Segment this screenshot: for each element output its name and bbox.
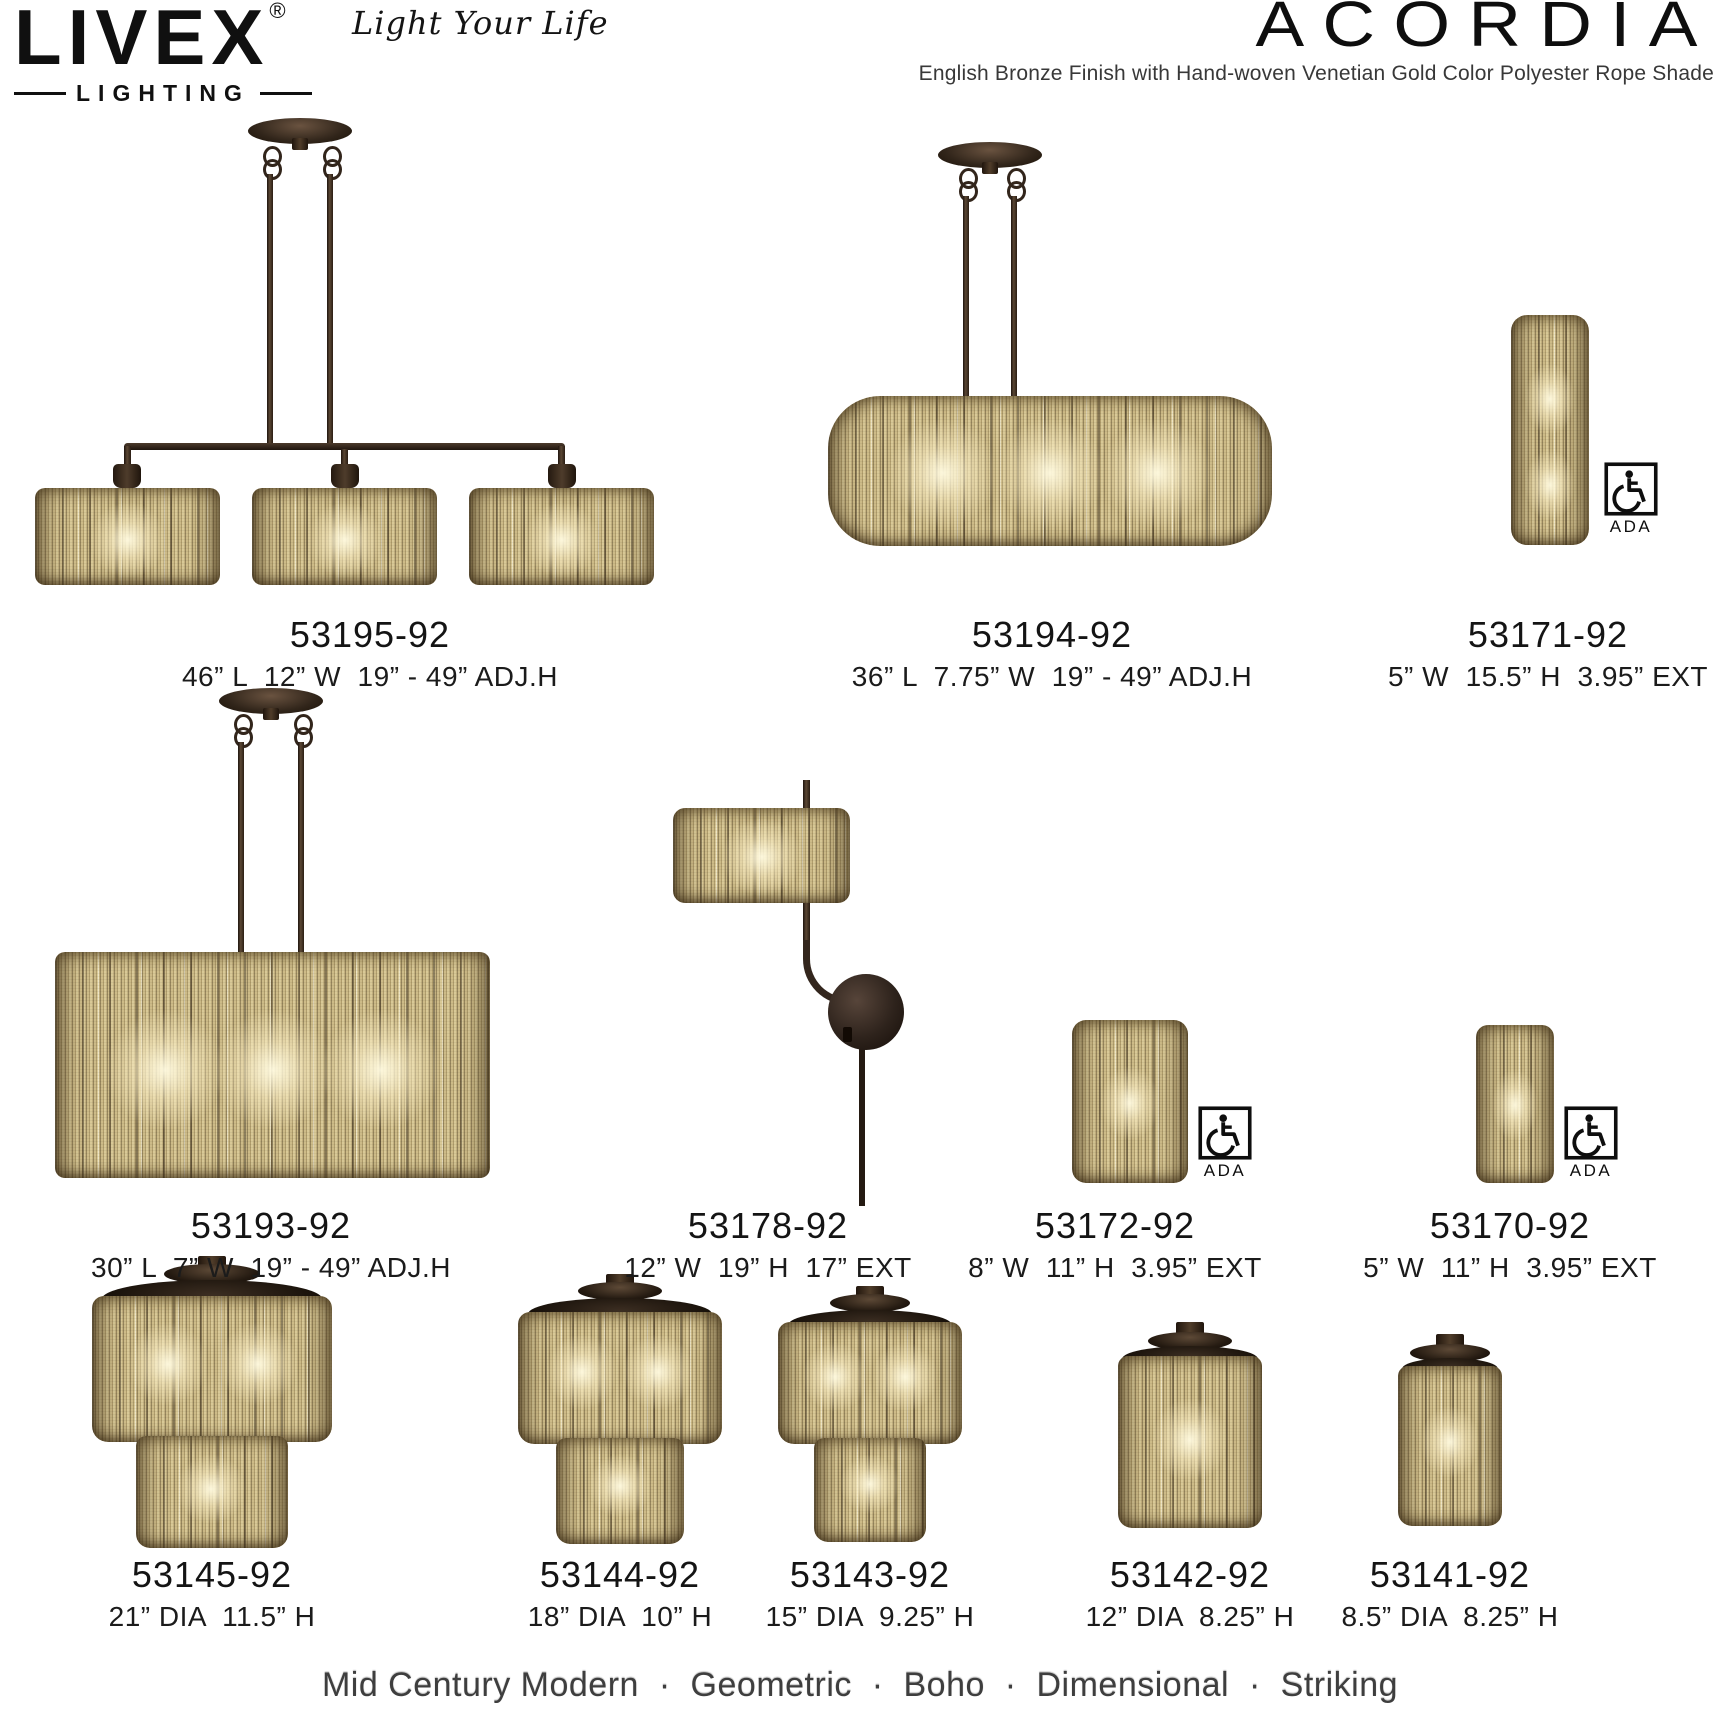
bulb-glow (588, 1454, 652, 1518)
brand-name (14, 0, 312, 81)
socket-cup (113, 464, 141, 488)
product-label (1338, 615, 1720, 693)
rope-shade (1072, 1020, 1188, 1183)
rope-shade (828, 396, 1272, 546)
brand-division (14, 80, 312, 107)
bulb-glow (840, 1454, 900, 1514)
bulb-glow (622, 1334, 694, 1410)
bulb-glow (721, 818, 803, 896)
livex-logo (14, 2, 312, 107)
canopy-hub (292, 138, 308, 150)
product-dimensions: 15” DIA 9.25” H (765, 1601, 975, 1632)
bulb-glow (321, 1010, 441, 1130)
product-label (842, 615, 1262, 693)
product-model: 53172-92 (1034, 1205, 1196, 1246)
rope-shade (55, 952, 490, 1178)
rope-shade (35, 488, 220, 585)
bulb-glow (176, 1454, 246, 1524)
product-model: 53143-92 (789, 1554, 951, 1595)
ada-badge (1198, 1106, 1252, 1181)
bulb-glow (524, 502, 600, 578)
bulb-glow (1492, 1069, 1538, 1141)
ada-label: ADA (1609, 517, 1653, 536)
rope-shade-lower (814, 1438, 926, 1542)
product-dimensions: 21” DIA 11.5” H (108, 1601, 316, 1632)
product-dimensions: 46” L 12” W 19” - 49” ADJ.H (181, 661, 559, 692)
rope-shade (252, 488, 437, 585)
product-model: 53170-92 (1429, 1205, 1591, 1246)
socket-cup (548, 464, 576, 488)
metal-rod (267, 174, 273, 445)
product-dimensions: 12” DIA 8.25” H (1085, 1601, 1295, 1632)
product-label (160, 615, 580, 693)
rope-shade (1118, 1356, 1262, 1528)
rope-shade (1398, 1366, 1502, 1526)
rope-shade (1511, 315, 1589, 545)
power-cord (859, 1048, 865, 1206)
product-model: 53171-92 (1467, 614, 1629, 655)
ada-wheelchair-icon (1564, 1106, 1618, 1160)
brand-division-text: LIGHTING (76, 79, 250, 106)
collection-title: ACORDIA (1255, 0, 1716, 60)
socket-cup (331, 464, 359, 488)
bulb-glow (105, 1010, 225, 1130)
metal-rod (298, 742, 304, 952)
canopy-hub (263, 708, 279, 720)
bulb-glow (218, 1322, 298, 1406)
product-label (905, 1206, 1325, 1284)
rope-shade-upper (778, 1322, 962, 1444)
bulb-glow (90, 502, 166, 578)
rope-shade-upper (92, 1296, 332, 1442)
product-dimensions: 5” W 15.5” H 3.95” EXT (1387, 661, 1709, 692)
metal-rod (1011, 196, 1017, 398)
bulb-glow (872, 1342, 938, 1412)
metal-rod (327, 174, 333, 445)
ada-wheelchair-icon (1604, 462, 1658, 516)
product-model: 53195-92 (289, 614, 451, 655)
product-model: 53178-92 (687, 1205, 849, 1246)
logo-rule-left (14, 92, 66, 95)
product-model: 53144-92 (539, 1554, 701, 1595)
product-dimensions: 8.5” DIA 8.25” H (1341, 1601, 1559, 1632)
product-model: 53142-92 (1109, 1554, 1271, 1595)
bulb-glow (307, 502, 383, 578)
switch-toggle (843, 1027, 852, 1042)
ada-wheelchair-icon (1198, 1106, 1252, 1160)
bulb-glow (802, 1342, 868, 1412)
metal-rod (238, 742, 244, 952)
product-label (2, 1555, 422, 1633)
bulb-glow (213, 1010, 333, 1130)
product-dimensions: 36” L 7.75” W 19” - 49” ADJ.H (851, 661, 1253, 692)
bulb-glow (995, 418, 1105, 528)
bulb-glow (128, 1322, 208, 1406)
bulb-glow (1152, 1398, 1228, 1482)
canopy-hub (982, 162, 998, 174)
bulb-glow (1525, 449, 1575, 521)
product-dimensions: 8” W 11” H 3.95” EXT (968, 1252, 1262, 1283)
wall-mount-plate (828, 974, 904, 1050)
registered-mark: ® (269, 0, 286, 23)
style-tags: Mid Century Modern · Geometric · Boho · Dimensional · Striking (321, 1666, 1399, 1704)
bulb-glow (1525, 363, 1575, 435)
rope-shade (1476, 1025, 1554, 1183)
rope-shade-upper (518, 1312, 722, 1444)
rope-shade-lower (136, 1436, 288, 1548)
product-dimensions: 18” DIA 10” H (527, 1601, 713, 1632)
bulb-glow (888, 418, 998, 528)
ada-badge (1604, 462, 1658, 537)
product-model: 53141-92 (1369, 1554, 1531, 1595)
product-label (61, 1206, 481, 1284)
rope-shade (469, 488, 654, 585)
ada-badge (1564, 1106, 1618, 1181)
bulb-glow (1100, 1066, 1160, 1140)
product-dimensions: 12” W 19” H 17” EXT (624, 1252, 912, 1283)
brand-script-tagline: Light Your Life (352, 4, 609, 42)
product-label (1300, 1206, 1720, 1284)
bulb-glow (546, 1334, 618, 1410)
bulb-glow (1420, 1406, 1480, 1478)
product-model: 53194-92 (971, 614, 1133, 655)
product-dimensions: 5” W 11” H 3.95” EXT (1363, 1252, 1657, 1283)
ada-label: ADA (1569, 1161, 1613, 1180)
metal-rod (963, 196, 969, 398)
product-model: 53193-92 (190, 1205, 352, 1246)
product-model: 53145-92 (131, 1554, 293, 1595)
logo-rule-right (260, 92, 312, 95)
rope-shade (673, 808, 850, 903)
finish-description: English Bronze Finish with Hand-woven Venetian Gold Color Polyester Rope Shade (918, 62, 1714, 85)
rope-shade-lower (556, 1438, 684, 1544)
product-dimensions: 30” L 7” W 19” - 49” ADJ.H (91, 1252, 451, 1283)
ada-label: ADA (1203, 1161, 1247, 1180)
bulb-glow (1102, 418, 1212, 528)
product-label (1240, 1555, 1660, 1633)
brand-name-text: LIVEX (14, 0, 270, 81)
